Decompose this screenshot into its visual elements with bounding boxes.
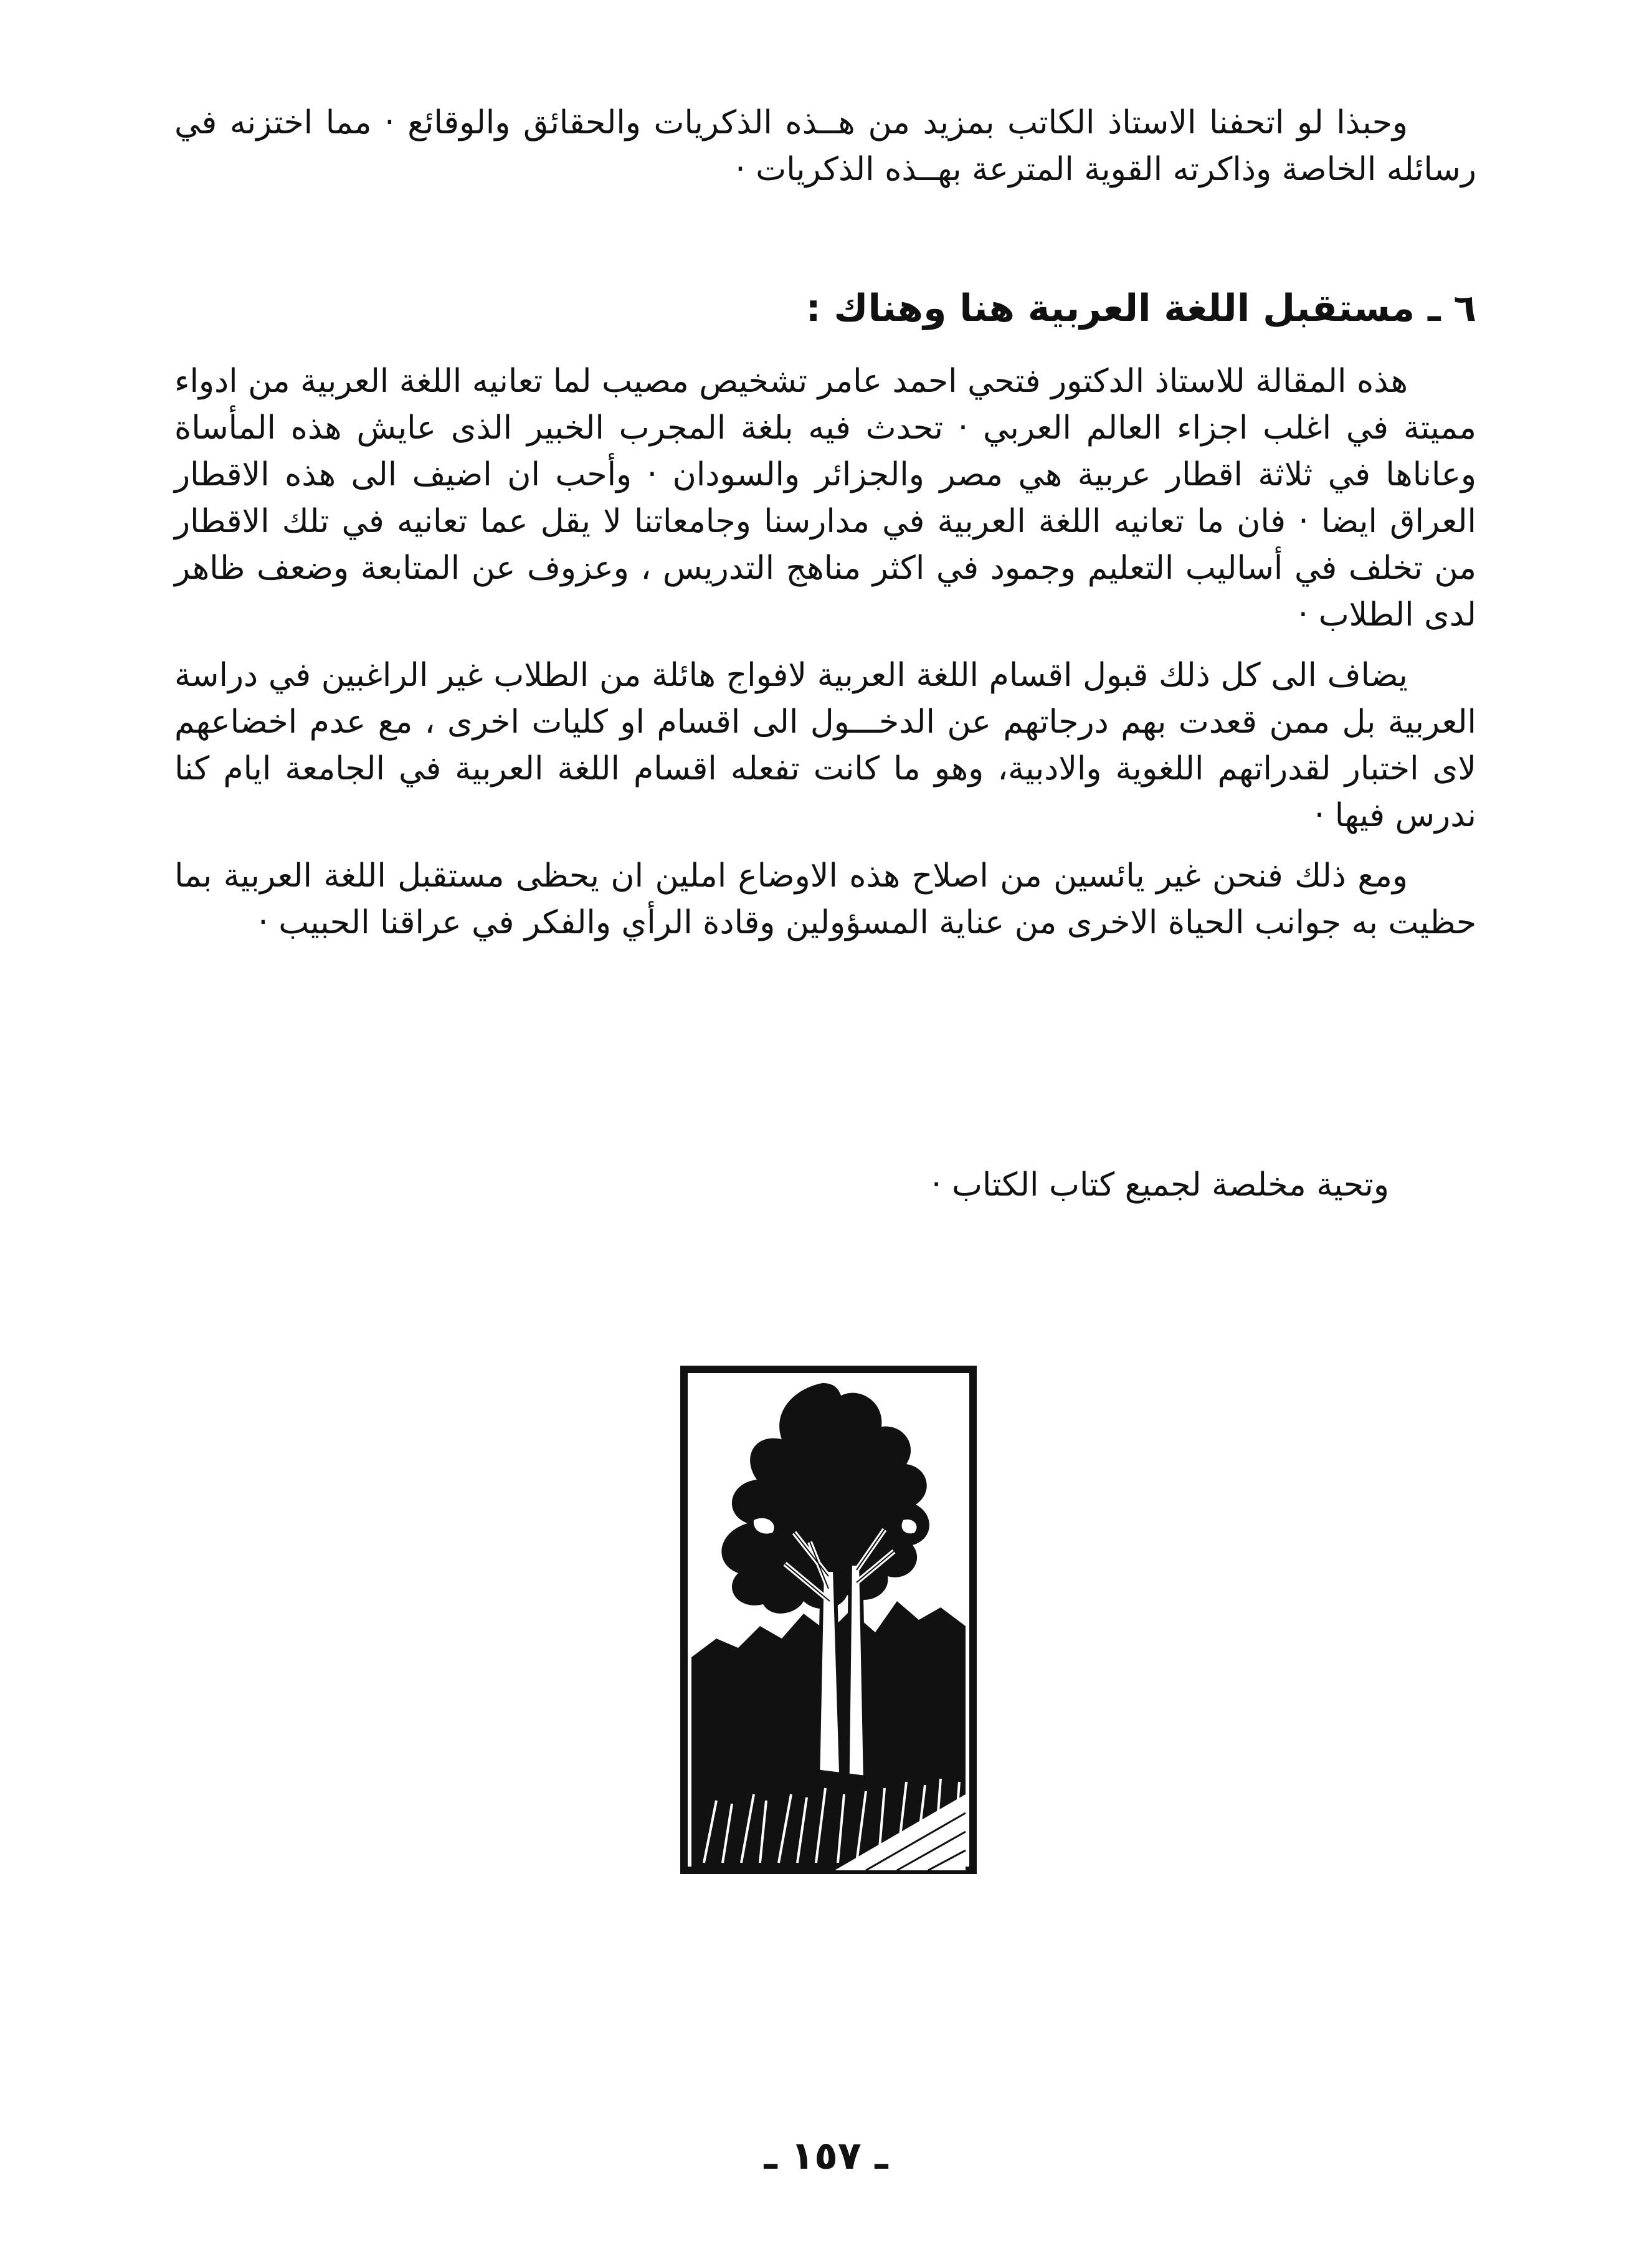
intro-paragraph: وحبذا لو اتحفنا الاستاذ الكاتب بمزيد من هــذه الذكريات والحقائق والوقائع · مما اختزنه في رسائله الخاصة وذاكرته القوية المترعة بهــذه الذكريات · bbox=[174, 104, 1476, 188]
body-paragraph-3: ومع ذلك فنحن غير يائسين من اصلاح هذه الاوضاع املين ان يحظى مستقبل اللغة العربية بما حظيت به جوانب الحياة الاخرى من عناية المسؤولين وقادة الرأي والفكر في عراقنا الحبيب · bbox=[174, 857, 1476, 941]
body-paragraph-2: يضاف الى كل ذلك قبول اقسام اللغة العربية لافواج هائلة من الطلاب غير الراغبين في دراسة العربية بل ممن قعدت بهم درجاتهم عن الدخـــول الى اقسام او كليات اخرى ، مع عدم اخضاعهم لاى اختبار لقدراتهم اللغوية والادبية، وهو ما كانت تفعله اقسام اللغة العربية في الجامعة ايام كنا ندرس فيها · bbox=[174, 657, 1476, 834]
body-paragraph-1: هذه المقالة للاستاذ الدكتور فتحي احمد عامر تشخيص مصيب لما تعانيه اللغة العربية من ادواء مميتة في اغلب اجزاء العالم العربي · تحدث فيه بلغة المجرب الخبير الذى عايش هذه المأساة وعاناها في ثلاثة اقطار عربية هي مصر والجزائر والسودان · وأحب ان اضيف الى هذه الاقطار العراق ايضا · فان ما تعانيه اللغة العربية في مدارسنا وجامعاتنا لا يقل عما تعانيه في تلك الاقطار من تخلف في أساليب التعليم وجمود في اكثر مناهج التدريس ، وعزوف عن المتابعة وضعف ظاهر لدى الطلاب · bbox=[174, 363, 1476, 634]
closing-line: وتحية مخلصة لجميع كتاب الكتاب · bbox=[931, 1166, 1389, 1204]
intro-paragraph-block bbox=[174, 100, 1476, 193]
page-number: ـ ١٥٧ ـ bbox=[764, 2133, 888, 2178]
body-text bbox=[174, 358, 1476, 946]
tree-woodcut-icon bbox=[679, 1364, 978, 1875]
section-heading: ٦ ـ مستقبل اللغة العربية هنا وهناك : bbox=[805, 287, 1476, 330]
